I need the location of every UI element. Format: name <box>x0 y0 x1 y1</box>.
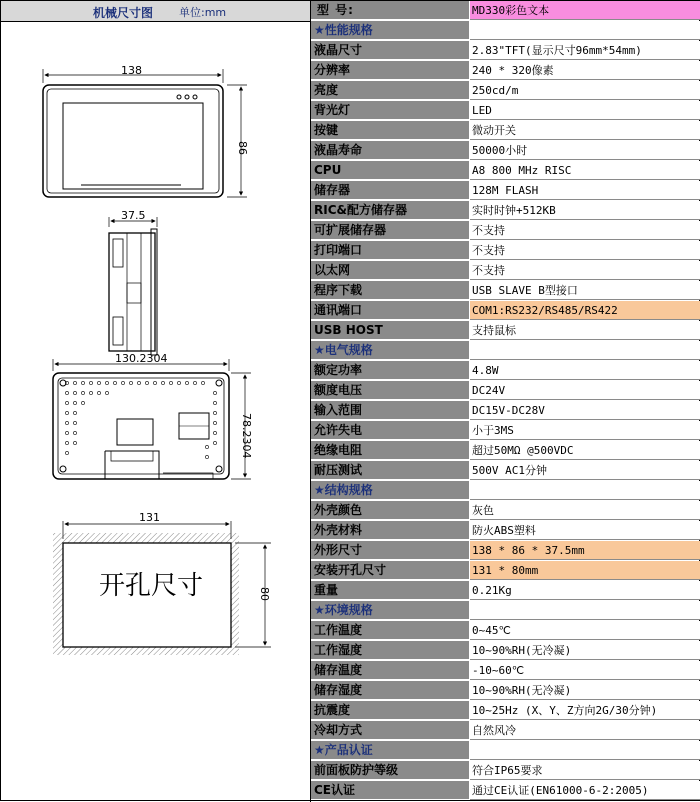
spec-value: 10~90%RH(无冷凝) <box>470 681 700 700</box>
spec-value: 不支持 <box>470 241 700 260</box>
spec-row <box>311 81 700 101</box>
spec-label: 外壳颜色 <box>311 501 469 520</box>
spec-label: 前面板防护等级 <box>311 761 469 780</box>
spec-value: 不支持 <box>470 261 700 280</box>
spec-label: 储存湿度 <box>311 681 469 700</box>
front-height-dimension: 86 <box>236 141 249 155</box>
spec-row <box>311 121 700 141</box>
spec-section-row <box>311 601 700 621</box>
spec-row <box>311 621 700 641</box>
spec-section-title: ★结构规格 <box>311 481 469 500</box>
front-view <box>43 64 249 197</box>
spec-row <box>311 541 700 561</box>
spec-value: LED <box>470 101 700 120</box>
spec-value: MD330彩色文本 <box>470 1 700 20</box>
spec-row <box>311 361 700 381</box>
spec-value: 支持鼠标 <box>470 321 700 340</box>
spec-value: 不支持 <box>470 221 700 240</box>
back-height-dimension: 78.2304 <box>240 413 253 459</box>
spec-row <box>311 721 700 741</box>
spec-row <box>311 301 700 321</box>
spec-row <box>311 781 700 801</box>
spec-section-title: ★电气规格 <box>311 341 469 360</box>
spec-label: 储存温度 <box>311 661 469 680</box>
spec-value: 防火ABS塑料 <box>470 521 700 540</box>
spec-value <box>470 21 700 40</box>
spec-label: 安装开孔尺寸 <box>311 561 469 580</box>
spec-section-row <box>311 341 700 361</box>
spec-label: 允许失电 <box>311 421 469 440</box>
spec-value: DC24V <box>470 381 700 400</box>
spec-section-row <box>311 21 700 41</box>
spec-value: 10~25Hz (X、Y、Z方向2G/30分钟) <box>470 701 700 720</box>
spec-row <box>311 441 700 461</box>
spec-row <box>311 141 700 161</box>
spec-section-title: ★产品认证 <box>311 741 469 760</box>
spec-value <box>470 341 700 360</box>
spec-row <box>311 321 700 341</box>
spec-value: 50000小时 <box>470 141 700 160</box>
spec-value: 实时时钟+512KB <box>470 201 700 220</box>
spec-value: 128M FLASH <box>470 181 700 200</box>
spec-row <box>311 701 700 721</box>
spec-value <box>470 741 700 760</box>
spec-label: 额定功率 <box>311 361 469 380</box>
mechanical-drawing-panel <box>1 1 311 802</box>
spec-value: 10~90%RH(无冷凝) <box>470 641 700 660</box>
spec-label: 以太网 <box>311 261 469 280</box>
spec-value: 小于3MS <box>470 421 700 440</box>
spec-row <box>311 581 700 601</box>
cutout-view <box>53 511 271 655</box>
spec-row <box>311 181 700 201</box>
spec-label: 抗震度 <box>311 701 469 720</box>
spec-row <box>311 161 700 181</box>
spec-row <box>311 41 700 61</box>
spec-row <box>311 421 700 441</box>
spec-section-row <box>311 741 700 761</box>
spec-label: 打印端口 <box>311 241 469 260</box>
spec-value: 符合IP65要求 <box>470 761 700 780</box>
spec-value: 138 * 86 * 37.5mm <box>470 541 700 560</box>
spec-label: 液晶寿命 <box>311 141 469 160</box>
spec-value: 0.21Kg <box>470 581 700 600</box>
spec-row <box>311 561 700 581</box>
spec-row <box>311 401 700 421</box>
spec-label: 储存器 <box>311 181 469 200</box>
spec-value <box>470 481 700 500</box>
spec-row <box>311 221 700 241</box>
spec-row <box>311 641 700 661</box>
spec-value: 灰色 <box>470 501 700 520</box>
spec-label: 分辨率 <box>311 61 469 80</box>
cutout-label: 开孔尺寸 <box>99 571 204 601</box>
spec-label: CE认证 <box>311 781 469 800</box>
spec-label: 外形尺寸 <box>311 541 469 560</box>
spec-row <box>311 521 700 541</box>
spec-value: 0~45℃ <box>470 621 700 640</box>
spec-row <box>311 281 700 301</box>
spec-section-title: ★环境规格 <box>311 601 469 620</box>
spec-row <box>311 261 700 281</box>
drawing-panel-header <box>1 1 310 22</box>
spec-label: 液晶尺寸 <box>311 41 469 60</box>
spec-label: 程序下载 <box>311 281 469 300</box>
cutout-height-dimension: 80 <box>258 587 271 601</box>
spec-value: 240 * 320像素 <box>470 61 700 80</box>
spec-label: USB HOST <box>311 321 469 340</box>
spec-row <box>311 101 700 121</box>
spec-label: 重量 <box>311 581 469 600</box>
spec-label: 输入范围 <box>311 401 469 420</box>
spec-row <box>311 201 700 221</box>
side-depth-dimension: 37.5 <box>121 209 146 222</box>
spec-value: 通过CE认证(EN61000-6-2:2005) <box>470 781 700 800</box>
spec-label: RIC&配方储存器 <box>311 201 469 220</box>
spec-section-title: ★性能规格 <box>311 21 469 40</box>
back-width-dimension: 130.2304 <box>115 352 168 365</box>
spec-row <box>311 501 700 521</box>
spec-label: 亮度 <box>311 81 469 100</box>
spec-value: COM1:RS232/RS485/RS422 <box>470 301 700 320</box>
back-view <box>53 352 253 479</box>
spec-row <box>311 661 700 681</box>
spec-value: 微动开关 <box>470 121 700 140</box>
spec-row <box>311 761 700 781</box>
spec-row <box>311 461 700 481</box>
spec-label: 可扩展储存器 <box>311 221 469 240</box>
spec-row <box>311 241 700 261</box>
spec-table <box>311 1 700 802</box>
spec-value: -10~60℃ <box>470 661 700 680</box>
spec-label: CPU <box>311 161 469 180</box>
spec-label: 工作温度 <box>311 621 469 640</box>
drawing-unit: 单位:mm <box>179 6 227 19</box>
spec-value: 2.83"TFT(显示尺寸96mm*54mm) <box>470 41 700 60</box>
spec-value <box>470 601 700 620</box>
side-view <box>109 209 157 355</box>
spec-value: A8 800 MHz RISC <box>470 161 700 180</box>
spec-model-row <box>311 1 700 21</box>
spec-label: 冷却方式 <box>311 721 469 740</box>
spec-section-row <box>311 481 700 501</box>
spec-label: 绝缘电阻 <box>311 441 469 460</box>
spec-value: 超过50MΩ @500VDC <box>470 441 700 460</box>
spec-label: 背光灯 <box>311 101 469 120</box>
spec-label: 工作湿度 <box>311 641 469 660</box>
spec-value: 131 * 80mm <box>470 561 700 580</box>
front-width-dimension: 138 <box>121 64 142 77</box>
spec-row <box>311 381 700 401</box>
cutout-width-dimension: 131 <box>139 511 160 524</box>
spec-value: USB SLAVE B型接口 <box>470 281 700 300</box>
spec-label: 外壳材料 <box>311 521 469 540</box>
spec-value: 500V AC1分钟 <box>470 461 700 480</box>
spec-row <box>311 681 700 701</box>
spec-value: DC15V-DC28V <box>470 401 700 420</box>
spec-label: 通讯端口 <box>311 301 469 320</box>
spec-value: 250cd/m <box>470 81 700 100</box>
spec-value: 4.8W <box>470 361 700 380</box>
drawing-title: 机械尺寸图 <box>93 6 154 20</box>
drawings-canvas <box>1 21 310 801</box>
spec-label: 型 号: <box>311 1 469 20</box>
spec-label: 耐压测试 <box>311 461 469 480</box>
spec-row <box>311 61 700 81</box>
spec-label: 按键 <box>311 121 469 140</box>
spec-label: 额度电压 <box>311 381 469 400</box>
spec-value: 自然风冷 <box>470 721 700 740</box>
